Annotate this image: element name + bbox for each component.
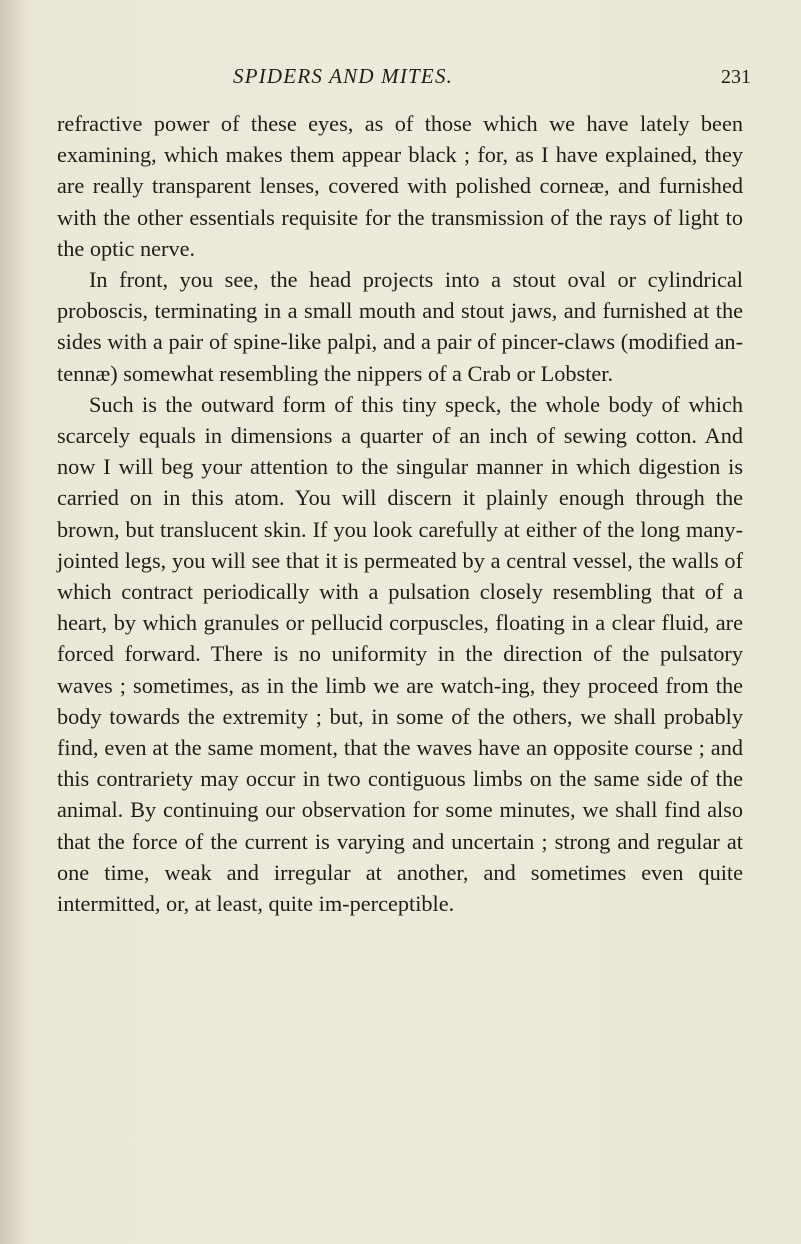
paragraph-1: refractive power of these eyes, as of those which we have lately been examining, which makes them appear black ; for, as I have explained, they are really transparent lenses, covered with polished corneæ, and furnished with the other essentials requisite for the transmission of the rays of light to the optic nerve.	[57, 111, 743, 261]
spine-shadow	[0, 0, 28, 1244]
running-head: SPIDERS AND MITES.	[233, 64, 454, 88]
page-number: 231	[721, 66, 751, 88]
paragraph-2: In front, you see, the head projects into a stout oval or cylindrical proboscis, terminating in a small mouth and stout jaws, and furnished at the sides with a pair of spine-like palpi, and a pair of pincer-claws (modified an-tennæ) somewhat resembling the nippers of a Crab or Lobster.	[57, 267, 743, 386]
paragraph-3: Such is the outward form of this tiny speck, the whole body of which scarcely equals in dimensions a quarter of an inch of sewing cotton. And now I will beg your attention to the singular manner in which digestion is carried on in this atom. You will discern it plainly enough through the brown, but translucent skin. If you look carefully at either of the long many-jointed legs, you will see that it is permeated by a central vessel, the walls of which contract periodically with a pulsation closely resembling that of a heart, by which granules or pellucid corpuscles, floating in a clear fluid, are forced forward. There is no uniformity in the direction of the pulsatory waves ; sometimes, as in the limb we are watch-ing, they proceed from the body towards the extremity ; but, in some of the others, we shall probably find, even at the same moment, that the waves have an opposite course ; and this contrariety may occur in two contiguous limbs on the same side of the animal. By continuing our observation for some minutes, we shall find also that the force of the current is varying and uncertain ; strong and regular at one time, weak and irregular at another, and sometimes even quite intermitted, or, at least, quite im-perceptible.	[57, 391, 743, 917]
body-text	[57, 108, 743, 919]
